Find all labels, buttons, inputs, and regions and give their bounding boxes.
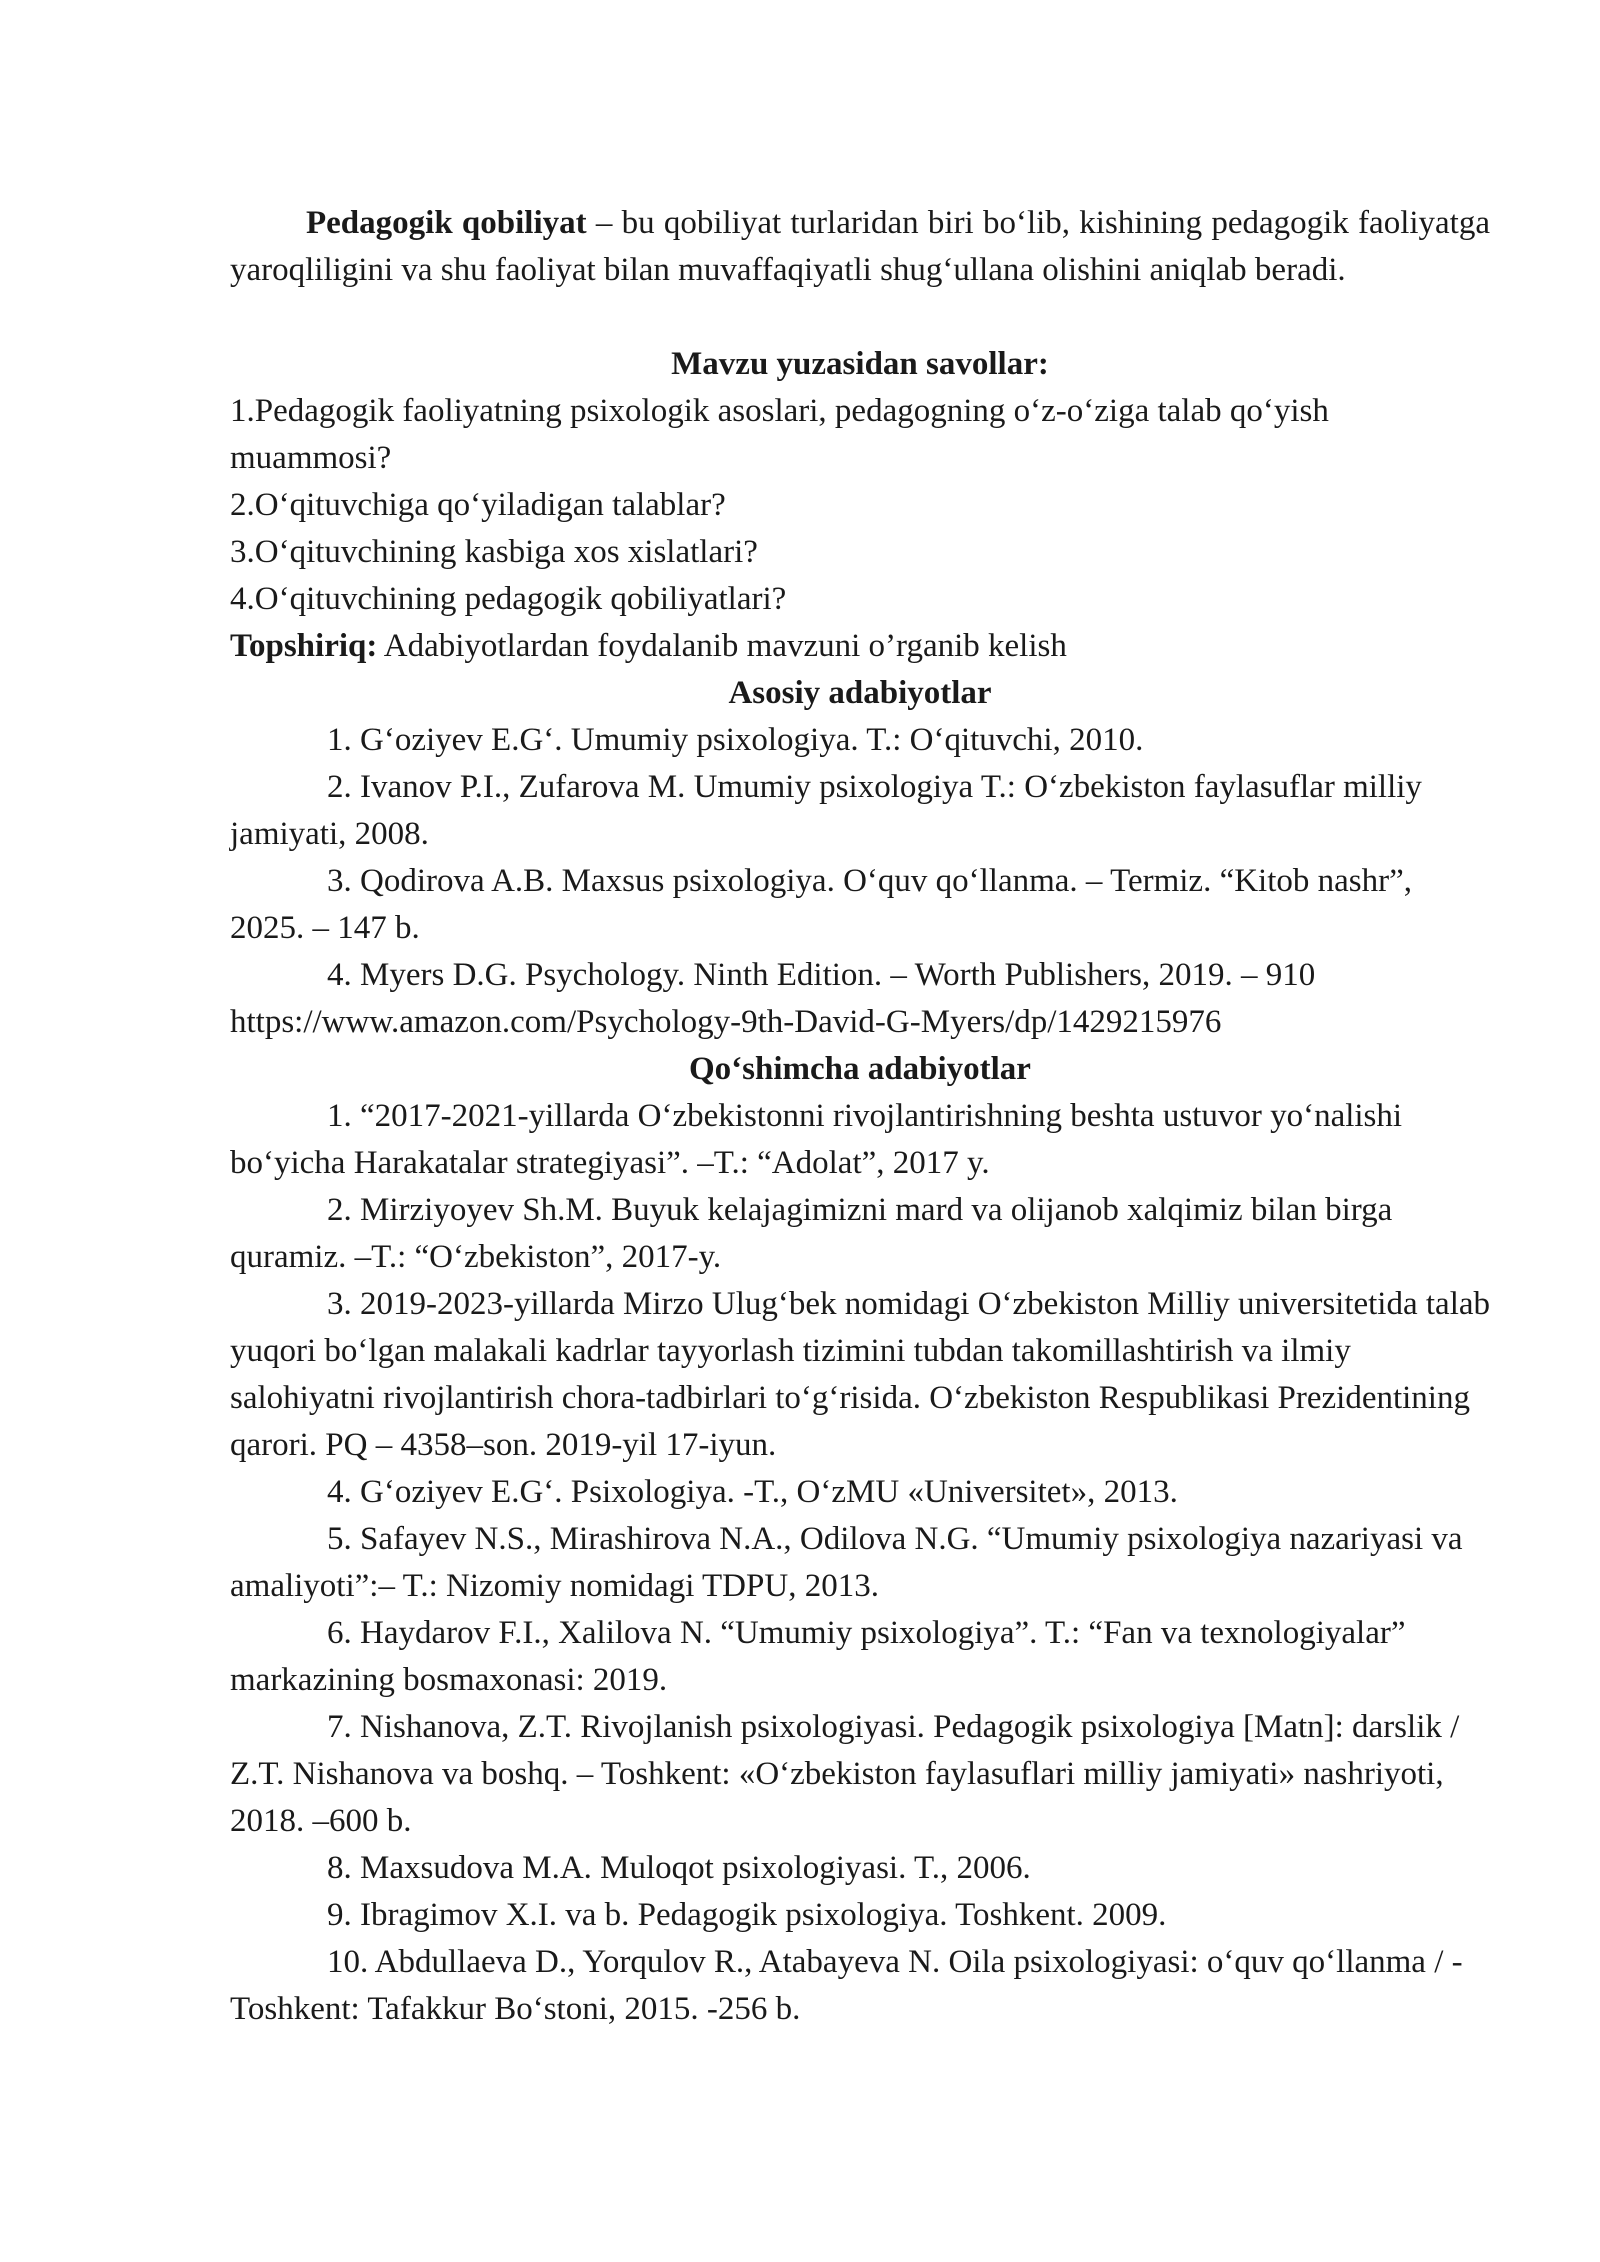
- extra-ref-item: 10. Abdullaeva D., Yorqulov R., Atabayeva N. Oila psixologiyasi: o‘quv qo‘llanma / -Toshkent: Tafakkur Bo‘stoni, 2015. -256 b.: [230, 1944, 1463, 2027]
- question-item: 1.Pedagogik faoliyatning psixologik asoslari, pedagogning o‘z-o‘ziga talab qo‘yish muammosi?: [230, 393, 1329, 476]
- extra-ref-item: 6. Haydarov F.I., Xalilova N. “Umumiy psixologiya”. T.: “Fan va texnologiyalar” markazining bosmaxonasi: 2019.: [230, 1615, 1406, 1698]
- task-label: Topshiriq:: [230, 628, 378, 664]
- extra-ref-item: 4. G‘oziyev E.G‘. Psixologiya. -T., O‘zMU «Universitet», 2013.: [327, 1474, 1178, 1510]
- question-item: 3.O‘qituvchining kasbiga xos xislatlari?: [230, 534, 758, 570]
- spacer: [230, 294, 1490, 341]
- main-refs-heading: Asosiy adabiyotlar: [728, 675, 992, 711]
- questions-heading: Mavzu yuzasidan savollar:: [671, 346, 1049, 382]
- extra-ref-item: 1. “2017-2021-yillarda O‘zbekistonni rivojlantirishning beshta ustuvor yo‘nalishi bo‘yicha Harakatalar strategiyasi”. –T.: “Adolat”, 2017 y.: [230, 1098, 1403, 1181]
- document-page: [230, 200, 1490, 2033]
- main-ref-item: 4. Myers D.G. Psychology. Ninth Edition. – Worth Publishers, 2019. – 910 https://www.amazon.com/Psychology-9th-David-G-Myers/dp/1429215976: [230, 957, 1316, 1040]
- extra-ref-item: 3. 2019-2023-yillarda Mirzo Ulug‘bek nomidagi O‘zbekiston Milliy universitetida talab yuqori bo‘lgan malakali kadrlar tayyorlash tizimini tubdan takomillashtirish va ilmiy salohiyatni rivojlantirish chora-tadbirlari to‘g‘risida. O‘zbekiston Respublikasi Prezidentining qarori. PQ – 4358–son. 2019-yil 17-iyun.: [230, 1286, 1491, 1463]
- question-item: 4.O‘qituvchining pedagogik qobiliyatlari?: [230, 581, 787, 617]
- main-ref-item: 3. Qodirova A.B. Maxsus psixologiya. O‘quv qo‘llanma. – Termiz. “Kitob nashr”, 2025. – 147 b.: [230, 863, 1413, 946]
- main-ref-item: 2. Ivanov P.I., Zufarova M. Umumiy psixologiya T.: O‘zbekiston faylasuflar milliy jamiyati, 2008.: [230, 769, 1422, 852]
- intro-text: – bu qobiliyat turlaridan biri bo‘lib, kishining pedagogik faoliyatga yaroqliligini va shu faoliyat bilan muvaffaqiyatli shug‘ullana olishini aniqlab beradi.: [230, 205, 1490, 288]
- main-ref-item: 1. G‘oziyev E.G‘. Umumiy psixologiya. T.: O‘qituvchi, 2010.: [327, 722, 1144, 758]
- extra-ref-item: 5. Safayev N.S., Mirashirova N.A., Odilova N.G. “Umumiy psixologiya nazariyasi va amaliyoti”:– T.: Nizomiy nomidagi TDPU, 2013.: [230, 1521, 1463, 1604]
- intro-paragraph: [230, 200, 1490, 294]
- task-text: Adabiyotlardan foydalanib mavzuni o’rganib kelish: [377, 628, 1067, 664]
- question-item: 2.O‘qituvchiga qo‘yiladigan talablar?: [230, 487, 726, 523]
- task-line: [230, 623, 1490, 670]
- extra-ref-item: 9. Ibragimov X.I. va b. Pedagogik psixologiya. Toshkent. 2009.: [327, 1897, 1167, 1933]
- extra-ref-item: 2. Mirziyoyev Sh.M. Buyuk kelajagimizni mard va olijanob xalqimiz bilan birga quramiz. –T.: “O‘zbekiston”, 2017-y.: [230, 1192, 1393, 1275]
- extra-refs-heading: Qo‘shimcha adabiyotlar: [689, 1051, 1031, 1087]
- extra-ref-item: 7. Nishanova, Z.T. Rivojlanish psixologiyasi. Pedagogik psixologiya [Matn]: darslik / Z.T. Nishanova va boshq. – Toshkent: «O‘zbekiston faylasuflari milliy jamiyati» nashriyoti, 2018. –600 b.: [230, 1709, 1460, 1839]
- extra-ref-item: 8. Maxsudova M.A. Muloqot psixologiyasi. T., 2006.: [327, 1850, 1031, 1886]
- intro-term: Pedagogik qobiliyat: [306, 205, 587, 241]
